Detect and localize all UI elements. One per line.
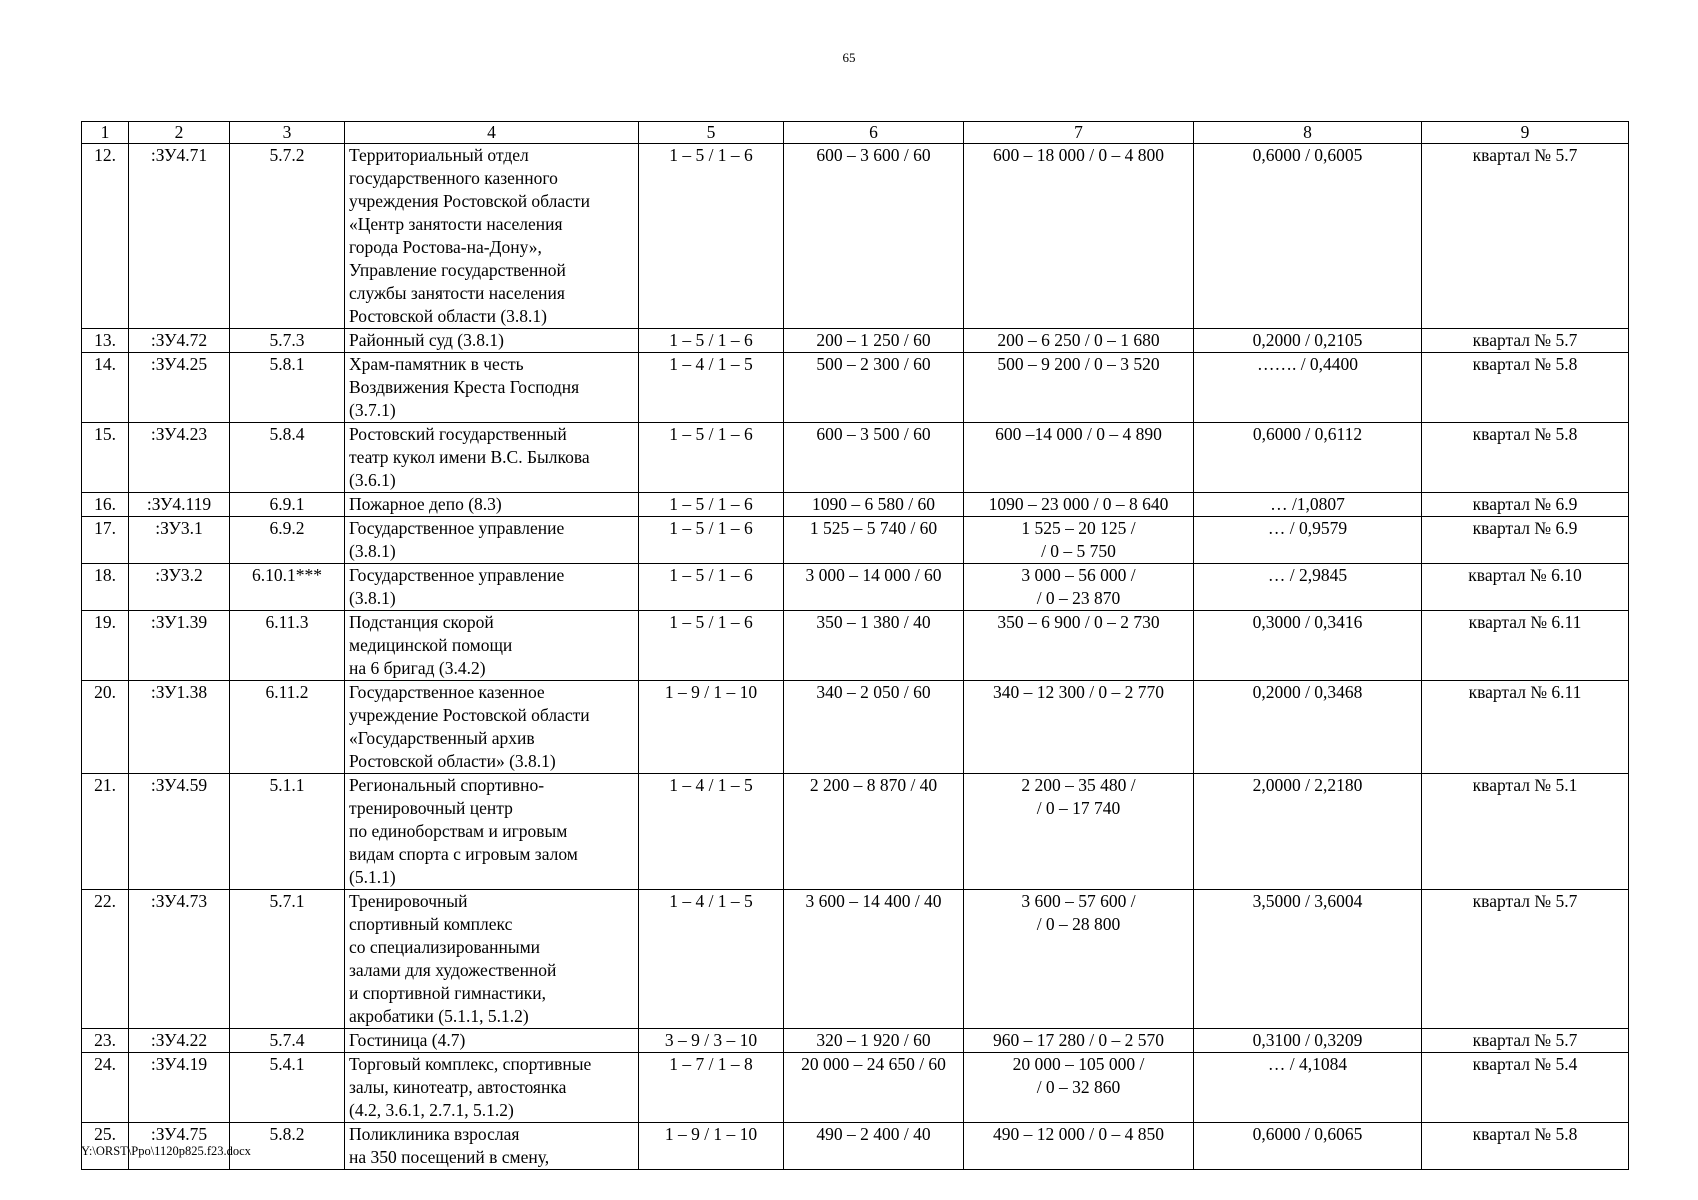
total-area-cell: 960 – 17 280 / 0 – 2 570	[964, 1029, 1194, 1053]
total-area-cell: 1090 – 23 000 / 0 – 8 640	[964, 493, 1194, 517]
quarter-cell: квартал № 5.8	[1422, 423, 1629, 493]
object-code-cell: 6.11.2	[230, 681, 345, 774]
quarter-cell: квартал № 5.7	[1422, 144, 1629, 329]
parcel-area-cell: 0,6000 / 0,6112	[1194, 423, 1422, 493]
area-cell: 20 000 – 24 650 / 60	[784, 1053, 964, 1123]
parcel-area-cell: … / 4,1084	[1194, 1053, 1422, 1123]
table-row	[82, 329, 1629, 353]
object-code-cell: 5.7.4	[230, 1029, 345, 1053]
area-cell: 340 – 2 050 / 60	[784, 681, 964, 774]
parcel-id-cell: :ЗУ1.39	[129, 611, 230, 681]
total-area-cell: 2 200 – 35 480 / / 0 – 17 740	[964, 774, 1194, 890]
area-cell: 320 – 1 920 / 60	[784, 1029, 964, 1053]
table-row	[82, 564, 1629, 611]
floors-cell: 1 – 4 / 1 – 5	[639, 353, 784, 423]
parcel-id-cell: :ЗУ4.73	[129, 890, 230, 1029]
quarter-cell: квартал № 5.4	[1422, 1053, 1629, 1123]
object-name-cell: Тренировочный спортивный комплекс со специализированными залами для художественной и спортивной гимнастики, акробатики (5.1.1, 5.1.2)	[345, 890, 639, 1029]
parcel-area-cell: 0,6000 / 0,6065	[1194, 1123, 1422, 1170]
floors-cell: 1 – 5 / 1 – 6	[639, 144, 784, 329]
object-code-cell: 5.1.1	[230, 774, 345, 890]
floors-cell: 1 – 5 / 1 – 6	[639, 329, 784, 353]
floors-cell: 1 – 4 / 1 – 5	[639, 890, 784, 1029]
floors-cell: 1 – 7 / 1 – 8	[639, 1053, 784, 1123]
table-body	[82, 144, 1629, 1170]
parcel-area-cell: ……. / 0,4400	[1194, 353, 1422, 423]
table-row	[82, 1029, 1629, 1053]
column-header: 2	[129, 122, 230, 144]
row-number-cell: 13.	[82, 329, 129, 353]
row-number-cell: 25.	[82, 1123, 129, 1170]
object-name-cell: Подстанция скорой медицинской помощи на 6 бригад (3.4.2)	[345, 611, 639, 681]
parcel-id-cell: :ЗУ4.75	[129, 1123, 230, 1170]
parcel-id-cell: :ЗУ4.59	[129, 774, 230, 890]
object-code-cell: 5.8.1	[230, 353, 345, 423]
object-name-cell: Гостиница (4.7)	[345, 1029, 639, 1053]
parcel-area-cell: 0,3100 / 0,3209	[1194, 1029, 1422, 1053]
quarter-cell: квартал № 6.9	[1422, 517, 1629, 564]
object-code-cell: 5.8.4	[230, 423, 345, 493]
object-name-cell: Районный суд (3.8.1)	[345, 329, 639, 353]
row-number-cell: 21.	[82, 774, 129, 890]
area-cell: 600 – 3 500 / 60	[784, 423, 964, 493]
object-name-cell: Пожарное депо (8.3)	[345, 493, 639, 517]
floors-cell: 3 – 9 / 3 – 10	[639, 1029, 784, 1053]
total-area-cell: 500 – 9 200 / 0 – 3 520	[964, 353, 1194, 423]
total-area-cell: 600 – 18 000 / 0 – 4 800	[964, 144, 1194, 329]
table-row	[82, 681, 1629, 774]
object-name-cell: Территориальный отдел государственного казенного учреждения Ростовской области «Центр занятости населения города Ростова-на-Дону», Управление государственной службы занятости населения Ростовской области (3.8.1)	[345, 144, 639, 329]
row-number-cell: 18.	[82, 564, 129, 611]
column-header: 7	[964, 122, 1194, 144]
table-row	[82, 890, 1629, 1029]
parcel-id-cell: :ЗУ4.72	[129, 329, 230, 353]
floors-cell: 1 – 9 / 1 – 10	[639, 681, 784, 774]
object-code-cell: 6.9.1	[230, 493, 345, 517]
parcel-id-cell: :ЗУ4.25	[129, 353, 230, 423]
column-header: 6	[784, 122, 964, 144]
table-row	[82, 774, 1629, 890]
floors-cell: 1 – 5 / 1 – 6	[639, 493, 784, 517]
page-number: 65	[842, 50, 856, 65]
footer-file-path: Y:\ORST\Ppo\1120p825.f23.docx	[81, 1144, 251, 1158]
object-code-cell: 6.11.3	[230, 611, 345, 681]
row-number-cell: 20.	[82, 681, 129, 774]
area-cell: 3 000 – 14 000 / 60	[784, 564, 964, 611]
area-cell: 200 – 1 250 / 60	[784, 329, 964, 353]
table-row	[82, 423, 1629, 493]
parcel-area-cell: 0,6000 / 0,6005	[1194, 144, 1422, 329]
parcel-area-cell: 0,3000 / 0,3416	[1194, 611, 1422, 681]
object-name-cell: Государственное управление (3.8.1)	[345, 564, 639, 611]
quarter-cell: квартал № 5.8	[1422, 353, 1629, 423]
row-number-cell: 17.	[82, 517, 129, 564]
area-cell: 3 600 – 14 400 / 40	[784, 890, 964, 1029]
floors-cell: 1 – 5 / 1 – 6	[639, 517, 784, 564]
total-area-cell: 3 600 – 57 600 / / 0 – 28 800	[964, 890, 1194, 1029]
total-area-cell: 1 525 – 20 125 / / 0 – 5 750	[964, 517, 1194, 564]
quarter-cell: квартал № 6.9	[1422, 493, 1629, 517]
row-number-cell: 15.	[82, 423, 129, 493]
total-area-cell: 20 000 – 105 000 / / 0 – 32 860	[964, 1053, 1194, 1123]
object-name-cell: Храм-памятник в честь Воздвижения Креста Господня (3.7.1)	[345, 353, 639, 423]
object-name-cell: Региональный спортивно- тренировочный центр по единоборствам и игровым видам спорта с игровым залом (5.1.1)	[345, 774, 639, 890]
quarter-cell: квартал № 5.1	[1422, 774, 1629, 890]
total-area-cell: 600 –14 000 / 0 – 4 890	[964, 423, 1194, 493]
table-row	[82, 144, 1629, 329]
table-row	[82, 493, 1629, 517]
parcel-id-cell: :ЗУ3.2	[129, 564, 230, 611]
parcel-id-cell: :ЗУ4.71	[129, 144, 230, 329]
object-name-cell: Государственное казенное учреждение Ростовской области «Государственный архив Ростовской области» (3.8.1)	[345, 681, 639, 774]
column-header: 4	[345, 122, 639, 144]
quarter-cell: квартал № 5.7	[1422, 890, 1629, 1029]
total-area-cell: 3 000 – 56 000 / / 0 – 23 870	[964, 564, 1194, 611]
area-cell: 2 200 – 8 870 / 40	[784, 774, 964, 890]
column-header: 8	[1194, 122, 1422, 144]
quarter-cell: квартал № 5.8	[1422, 1123, 1629, 1170]
row-number-cell: 16.	[82, 493, 129, 517]
area-cell: 350 – 1 380 / 40	[784, 611, 964, 681]
row-number-cell: 24.	[82, 1053, 129, 1123]
object-code-cell: 6.10.1***	[230, 564, 345, 611]
object-code-cell: 5.7.1	[230, 890, 345, 1029]
row-number-cell: 12.	[82, 144, 129, 329]
row-number-cell: 14.	[82, 353, 129, 423]
table-row	[82, 611, 1629, 681]
row-number-cell: 22.	[82, 890, 129, 1029]
parcel-id-cell: :ЗУ3.1	[129, 517, 230, 564]
quarter-cell: квартал № 6.11	[1422, 681, 1629, 774]
table-row	[82, 353, 1629, 423]
table-header-row	[82, 122, 1629, 144]
parcel-area-cell: 0,2000 / 0,3468	[1194, 681, 1422, 774]
total-area-cell: 340 – 12 300 / 0 – 2 770	[964, 681, 1194, 774]
floors-cell: 1 – 4 / 1 – 5	[639, 774, 784, 890]
parcel-id-cell: :ЗУ4.22	[129, 1029, 230, 1053]
object-name-cell: Торговый комплекс, спортивные залы, кинотеатр, автостоянка (4.2, 3.6.1, 2.7.1, 5.1.2)	[345, 1053, 639, 1123]
total-area-cell: 200 – 6 250 / 0 – 1 680	[964, 329, 1194, 353]
column-header: 5	[639, 122, 784, 144]
quarter-cell: квартал № 6.10	[1422, 564, 1629, 611]
parcel-area-cell: … / 0,9579	[1194, 517, 1422, 564]
object-name-cell: Поликлиника взрослая на 350 посещений в смену,	[345, 1123, 639, 1170]
row-number-cell: 19.	[82, 611, 129, 681]
table-row	[82, 1053, 1629, 1123]
parcel-area-cell: … /1,0807	[1194, 493, 1422, 517]
area-cell: 500 – 2 300 / 60	[784, 353, 964, 423]
parcel-id-cell: :ЗУ1.38	[129, 681, 230, 774]
table-row	[82, 517, 1629, 564]
object-code-cell: 5.7.3	[230, 329, 345, 353]
quarter-cell: квартал № 5.7	[1422, 329, 1629, 353]
area-cell: 1 525 – 5 740 / 60	[784, 517, 964, 564]
parcel-area-cell: 0,2000 / 0,2105	[1194, 329, 1422, 353]
row-number-cell: 23.	[82, 1029, 129, 1053]
object-name-cell: Ростовский государственный театр кукол имени В.С. Былкова (3.6.1)	[345, 423, 639, 493]
area-cell: 600 – 3 600 / 60	[784, 144, 964, 329]
floors-cell: 1 – 5 / 1 – 6	[639, 564, 784, 611]
total-area-cell: 490 – 12 000 / 0 – 4 850	[964, 1123, 1194, 1170]
parcel-id-cell: :ЗУ4.119	[129, 493, 230, 517]
parcel-id-cell: :ЗУ4.23	[129, 423, 230, 493]
object-name-cell: Государственное управление (3.8.1)	[345, 517, 639, 564]
area-cell: 1090 – 6 580 / 60	[784, 493, 964, 517]
floors-cell: 1 – 9 / 1 – 10	[639, 1123, 784, 1170]
total-area-cell: 350 – 6 900 / 0 – 2 730	[964, 611, 1194, 681]
column-header: 1	[82, 122, 129, 144]
area-cell: 490 – 2 400 / 40	[784, 1123, 964, 1170]
column-header: 3	[230, 122, 345, 144]
object-code-cell: 5.8.2	[230, 1123, 345, 1170]
data-table	[81, 121, 1629, 1170]
object-code-cell: 5.4.1	[230, 1053, 345, 1123]
parcel-area-cell: 2,0000 / 2,2180	[1194, 774, 1422, 890]
table-row	[82, 1123, 1629, 1170]
column-header: 9	[1422, 122, 1629, 144]
object-code-cell: 6.9.2	[230, 517, 345, 564]
object-code-cell: 5.7.2	[230, 144, 345, 329]
quarter-cell: квартал № 5.7	[1422, 1029, 1629, 1053]
parcel-id-cell: :ЗУ4.19	[129, 1053, 230, 1123]
floors-cell: 1 – 5 / 1 – 6	[639, 423, 784, 493]
floors-cell: 1 – 5 / 1 – 6	[639, 611, 784, 681]
parcel-area-cell: 3,5000 / 3,6004	[1194, 890, 1422, 1029]
quarter-cell: квартал № 6.11	[1422, 611, 1629, 681]
parcel-area-cell: … / 2,9845	[1194, 564, 1422, 611]
